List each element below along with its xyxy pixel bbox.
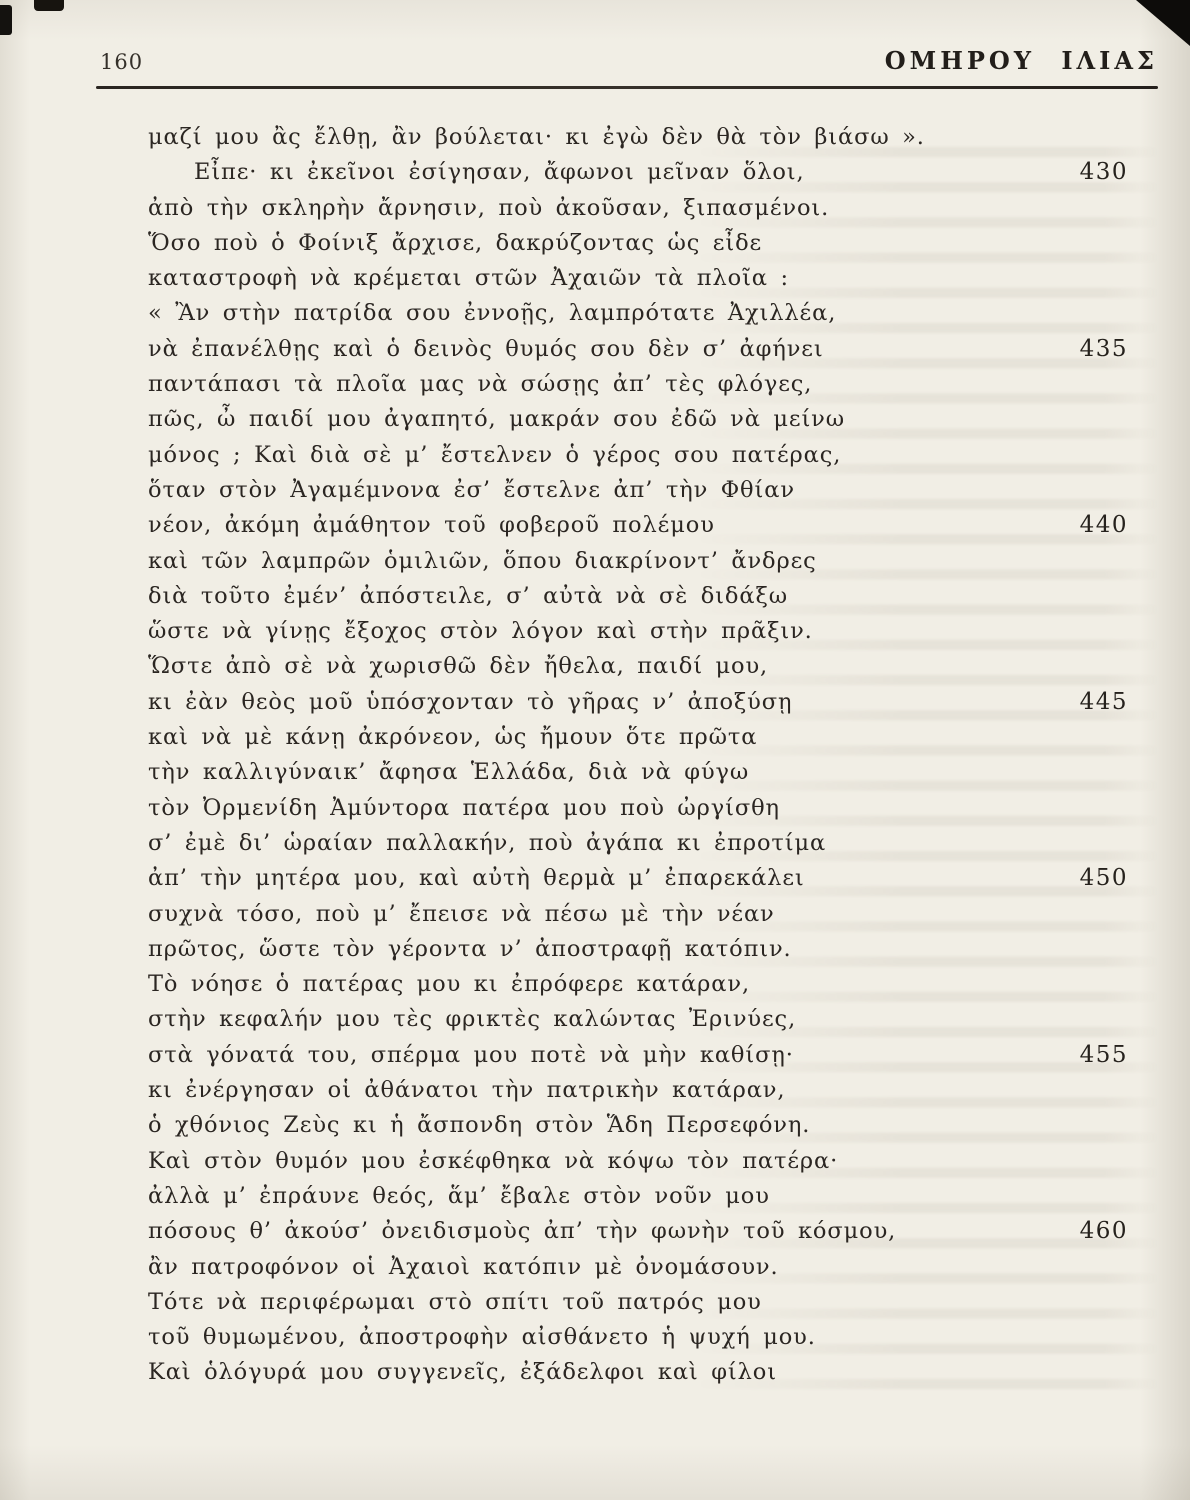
verse-line [148, 1073, 1128, 1108]
verse-line [148, 579, 1128, 614]
verse-number: 455 [1079, 1041, 1128, 1068]
verse-text: κι ἐὰν θεὸς μοῦ ὑπόσχονταν τὸ γῆρας ν’ ἀποξύσῃ [148, 688, 793, 715]
verse-line [148, 296, 1128, 331]
verse-text: πόσους θ’ ἀκούσ’ ὀνειδισμοὺς ἀπ’ τὴν φωνὴν τοῦ κόσμου, [148, 1218, 897, 1245]
verse-line [148, 1144, 1128, 1179]
scan-artifact-top-left-1 [0, 5, 12, 35]
header-title: ΟΜΗΡΟΥ ΙΛΙΑΣ [884, 46, 1158, 75]
verse-line [148, 720, 1128, 755]
verse-line [148, 367, 1128, 402]
verse-text: διὰ τοῦτο ἐμέν’ ἀπόστειλε, σ’ αὐτὰ νὰ σὲ διδάξω [148, 582, 788, 609]
verse-line [148, 1285, 1128, 1320]
verse-text: Εἶπε· κι ἐκεῖνοι ἐσίγησαν, ἄφωνοι μεῖναν ὅλοι, [194, 159, 805, 186]
verse-text: ἀπὸ τὴν σκληρὴν ἄρνησιν, ποὺ ἀκοῦσαν, ξιπασμένοι. [148, 194, 830, 221]
verse-text: νὰ ἐπανέλθῃς καὶ ὁ δεινὸς θυμός σου δὲν σ’ ἀφήνει [148, 335, 824, 362]
verse-line [148, 1002, 1128, 1037]
verse-line [148, 1250, 1128, 1285]
verse-line [148, 614, 1128, 649]
verse-text: πρῶτος, ὥστε τὸν γέροντα ν’ ἀποστραφῇ κατόπιν. [148, 935, 792, 962]
verse-line [148, 755, 1128, 790]
verse-text: ὅταν στὸν Ἀγαμέμνονα ἐσ’ ἔστελνε ἀπ’ τὴν Φθίαν [148, 476, 795, 503]
verse-text: Ὅσο ποὺ ὁ Φοίνιξ ἄρχισε, δακρύζοντας ὡς εἶδε [148, 229, 763, 256]
verse-number: 450 [1079, 865, 1128, 892]
verse-text: καὶ νὰ μὲ κάνῃ ἀκρόνεον, ὡς ἤμουν ὅτε πρῶτα [148, 724, 758, 751]
verse-number: 460 [1079, 1218, 1128, 1245]
verse-line [148, 473, 1128, 508]
verse-text: τοῦ θυμωμένου, ἀποστροφὴν αἰσθάνετο ἡ ψυχή μου. [148, 1324, 816, 1351]
verse-text: Ὥστε ἀπὸ σὲ νὰ χωρισθῶ δὲν ἤθελα, παιδί μου, [148, 653, 769, 680]
verse-text: πῶς, ὦ παιδί μου ἀγαπητό, μακράν σου ἐδῶ νὰ μείνω [148, 406, 845, 433]
verse-text: ὥστε νὰ γίνῃς ἔξοχος στὸν λόγον καὶ στὴν πρᾶξιν. [148, 618, 813, 645]
verse-text: καὶ τῶν λαμπρῶν ὁμιλιῶν, ὅπου διακρίνοντ’ ἄνδρες [148, 547, 817, 574]
verse-number: 445 [1079, 688, 1128, 715]
verse-text: ἀλλὰ μ’ ἐπράυνε θεός, ἅμ’ ἔβαλε στὸν νοῦν μου [148, 1182, 770, 1209]
verse-line [148, 791, 1128, 826]
verse-line [148, 649, 1128, 684]
verse-text: Τὸ νόησε ὁ πατέρας μου κι ἐπρόφερε κατάραν, [148, 971, 751, 998]
verse-text: Τότε νὰ περιφέρωμαι στὸ σπίτι τοῦ πατρός μου [148, 1288, 762, 1315]
verse-text: τὸν Ὀρμενίδη Ἀμύντορα πατέρα μου ποὺ ὠργίσθη [148, 794, 780, 821]
verse-line [148, 508, 1128, 543]
verse-text: ἀπ’ τὴν μητέρα μου, καὶ αὐτὴ θερμὰ μ’ ἐπαρεκάλει [148, 865, 805, 892]
verse-line [148, 826, 1128, 861]
verse-line [148, 1179, 1128, 1214]
verse-line [148, 685, 1128, 720]
verse-line [148, 332, 1128, 367]
verse-line [148, 191, 1128, 226]
verse-text: ὁ χθόνιος Ζεὺς κι ἡ ἄσπονδη στὸν Ἅδη Περσεφόνη. [148, 1112, 811, 1139]
verse-number: 430 [1079, 159, 1128, 186]
verse-line [148, 897, 1128, 932]
verse-line [148, 544, 1128, 579]
verse-text: νέον, ἀκόμη ἀμάθητον τοῦ φοβεροῦ πολέμου [148, 512, 715, 539]
scan-artifact-top-right-corner [1136, 0, 1190, 46]
verse-lines [148, 120, 1128, 1391]
verse-line [148, 1038, 1128, 1073]
verse-line [148, 438, 1128, 473]
verse-line [148, 861, 1128, 896]
verse-line [148, 402, 1128, 437]
verse-text: τὴν καλλιγύναικ’ ἄφησα Ἑλλάδα, διὰ νὰ φύγω [148, 759, 750, 786]
verse-line [148, 226, 1128, 261]
verse-line [148, 155, 1128, 190]
header-rule [96, 86, 1158, 89]
verse-text: παντάπασι τὰ πλοῖα μας νὰ σώσῃς ἀπ’ τὲς φλόγες, [148, 371, 813, 398]
verse-text: Καὶ στὸν θυμόν μου ἐσκέφθηκα νὰ κόψω τὸν πατέρα· [148, 1147, 839, 1174]
verse-line [148, 1108, 1128, 1143]
verse-text: κι ἐνέργησαν οἱ ἀθάνατοι τὴν πατρικὴν κατάραν, [148, 1077, 786, 1104]
verse-line [148, 1320, 1128, 1355]
verse-text: Καὶ ὁλόγυρά μου συγγενεῖς, ἐξάδελφοι καὶ φίλοι [148, 1359, 777, 1386]
page-number: 160 [100, 50, 144, 74]
verse-text: συχνὰ τόσο, ποὺ μ’ ἔπεισε νὰ πέσω μὲ τὴν νέαν [148, 900, 775, 927]
verse-line [148, 1355, 1128, 1390]
verse-text: « Ἂν στὴν πατρίδα σου ἐννοῇς, λαμπρότατε Ἀχιλλέα, [148, 300, 837, 327]
verse-text: μόνος ; Καὶ διὰ σὲ μ’ ἔστελνεν ὁ γέρος σου πατέρας, [148, 441, 842, 468]
verse-text: στὰ γόνατά του, σπέρμα μου ποτὲ νὰ μὴν καθίσῃ· [148, 1041, 794, 1068]
verse-number: 440 [1079, 512, 1128, 539]
scan-artifact-top-left-2 [34, 0, 64, 11]
running-header [100, 46, 1158, 75]
verse-text: στὴν κεφαλήν μου τὲς φρικτὲς καλώντας Ἐρινύες, [148, 1006, 797, 1033]
verse-line [148, 967, 1128, 1002]
verse-text: καταστροφὴ νὰ κρέμεται στῶν Ἀχαιῶν τὰ πλοῖα : [148, 265, 789, 292]
verse-line [148, 1214, 1128, 1249]
verse-number: 435 [1079, 335, 1128, 362]
verse-text: ἂν πατροφόνον οἱ Ἀχαιοὶ κατόπιν μὲ ὀνομάσουν. [148, 1253, 779, 1280]
verse-line [148, 261, 1128, 296]
verse-text: μαζί μου ἂς ἔλθῃ, ἂν βούλεται· κι ἐγὼ δὲν θὰ τὸν βιάσω ». [148, 124, 925, 150]
verse-text: σ’ ἐμὲ δι’ ὡραίαν παλλακήν, ποὺ ἀγάπα κι ἐπροτίμα [148, 829, 827, 856]
verse-line [148, 932, 1128, 967]
verse-line [148, 120, 1128, 155]
